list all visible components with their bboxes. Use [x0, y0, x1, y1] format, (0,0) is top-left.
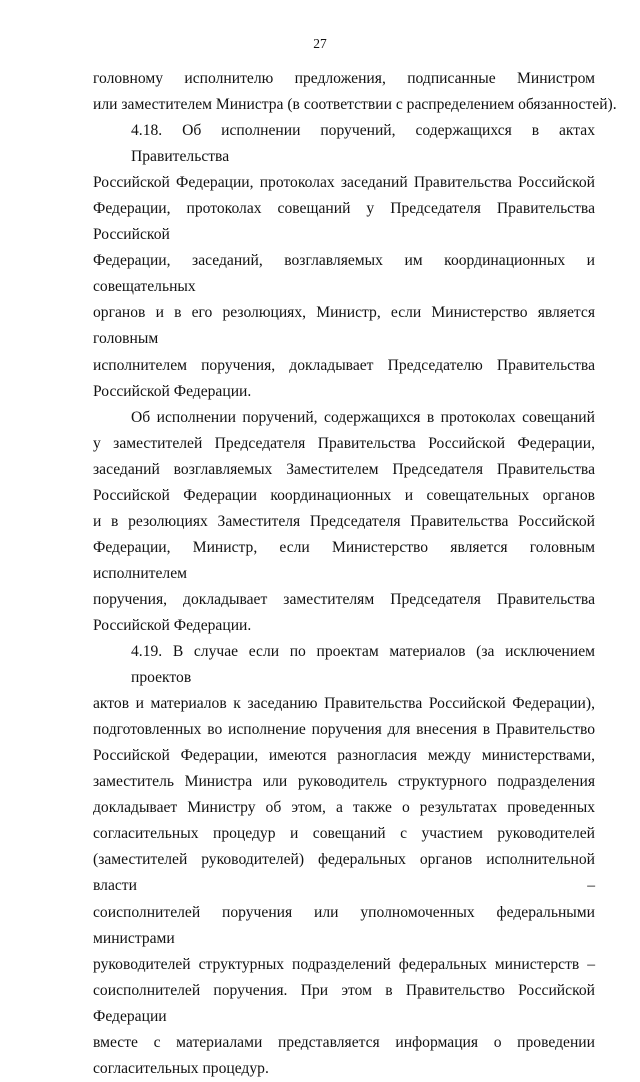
text-line: Федерации, протоколах совещаний у Председателя Правительства Российской — [93, 200, 595, 244]
paragraph-4-18 — [93, 118, 595, 405]
text-line: поручения, докладывает заместителям Председателя Правительства — [93, 590, 595, 608]
paragraph-continuation — [93, 66, 617, 118]
text-line: органов и в его резолюциях, Министр, если Министерство является головным — [93, 304, 595, 348]
text-line: Федерации, заседаний, возглавляемых им координационных и совещательных — [93, 252, 595, 296]
text-line: (заместителей руководителей) федеральных органов исполнительной власти – — [93, 851, 595, 895]
text-line: докладывает Министру об этом, а также о результатах проведенных — [93, 799, 595, 817]
text-line: согласительных процедур. — [93, 1059, 269, 1077]
text-line: у заместителей Председателя Правительства Российской Федерации, — [93, 434, 595, 452]
text-line: актов и материалов к заседанию Правительства Российской Федерации), — [93, 695, 595, 713]
text-line: соисполнителей поручения. При этом в Правительство Российской Федерации — [93, 981, 595, 1025]
text-line: вместе с материалами представляется информация о проведении — [93, 1033, 595, 1051]
text-line: Российской Федерации, протоколах заседаний Правительства Российской — [93, 174, 595, 192]
text-line: соисполнителей поручения или уполномоченных федеральными министрами — [93, 903, 595, 947]
paragraph-4-19 — [93, 639, 595, 1082]
text-line: Об исполнении поручений, содержащихся в протоколах совещаний — [131, 408, 595, 426]
text-line: исполнителем поручения, докладывает Председателю Правительства — [93, 356, 595, 374]
paragraph-deputies — [93, 405, 595, 639]
text-line: руководителей структурных подразделений федеральных министерств – — [93, 955, 595, 973]
text-line: Российской Федерации координационных и совещательных органов — [93, 486, 595, 504]
text-line: Российской Федерации, имеются разногласия между министерствами, — [93, 747, 595, 765]
text-line: 4.18. Об исполнении поручений, содержащихся в актах Правительства — [131, 122, 595, 166]
page-number: 27 — [313, 36, 327, 51]
text-line: заместитель Министра или руководитель структурного подразделения — [93, 773, 595, 791]
text-line: или заместителем Министра (в соответствии с распределением обязанностей). — [93, 96, 617, 114]
text-line: и в резолюциях Заместителя Председателя Правительства Российской — [93, 512, 595, 530]
text-line: Российской Федерации. — [93, 616, 252, 634]
document-body — [93, 66, 617, 1082]
text-line: согласительных процедур и совещаний с участием руководителей — [93, 825, 595, 843]
text-line: головному исполнителю предложения, подписанные Министром — [93, 70, 595, 87]
text-line: Российской Федерации. — [93, 382, 252, 400]
text-line: заседаний возглавляемых Заместителем Председателя Правительства — [93, 460, 595, 478]
text-line: подготовленных во исполнение поручения для внесения в Правительство — [93, 721, 595, 739]
text-line: Федерации, Министр, если Министерство является головным исполнителем — [93, 538, 595, 582]
text-line: 4.19. В случае если по проектам материалов (за исключением проектов — [131, 643, 595, 687]
